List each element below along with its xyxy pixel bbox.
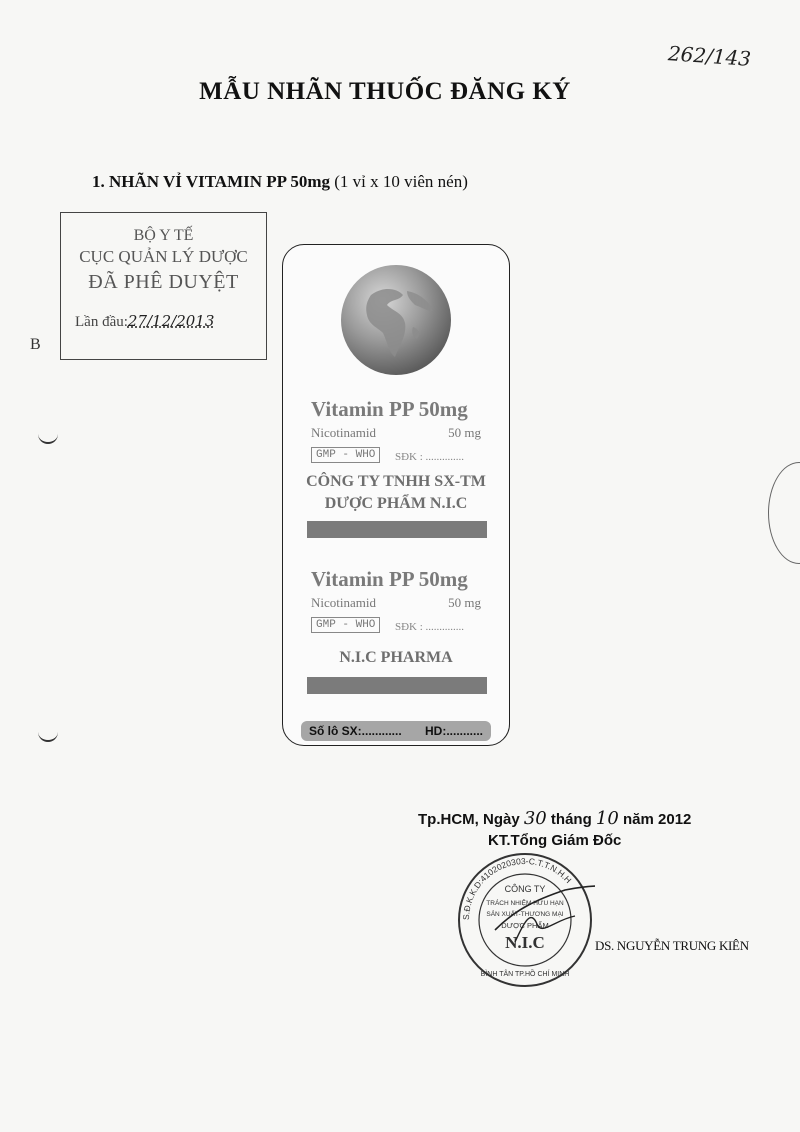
page-title: MẪU NHÃN THUỐC ĐĂNG KÝ [199, 78, 571, 105]
gmp-badge: GMP - WHO [311, 447, 380, 463]
product-name-repeat: Vitamin PP 50mg [311, 567, 468, 591]
signer-name: DS. NGUYỄN TRUNG KIÊN [595, 938, 749, 953]
ingredient-name: Nicotinamid [311, 425, 376, 440]
city-date-prefix: Tp.HCM, Ngày [418, 811, 520, 828]
section-heading-prefix: 1. NHÃN VỈ VITAMIN PP 50mg [92, 172, 331, 191]
seal-ring-text: S.Đ.K.K.D:4102020303-C.T.T.N.H.H [460, 855, 574, 921]
company-seal [455, 850, 595, 990]
ingredient-dose: 50 mg [448, 425, 481, 440]
seal-line: SẢN XUẤT-THƯƠNG MẠI [486, 911, 564, 918]
divider-bar [307, 521, 487, 538]
date-day: 30 [523, 808, 547, 829]
punch-hole-mark [38, 726, 58, 742]
seal-line: N.I.C [505, 933, 545, 952]
registration-number-repeat: SĐK : .............. [395, 621, 465, 633]
ingredient-row [311, 425, 481, 441]
stamp-ministry: BỘ Y TẾ [133, 227, 194, 244]
blister-label [282, 244, 510, 746]
seal-line: CÔNG TY [504, 884, 546, 894]
company-name [283, 471, 509, 515]
gmp-badge-repeat: GMP - WHO [311, 617, 380, 633]
stamp-first-label: Lần đầu: [75, 314, 128, 330]
product-name: Vitamin PP 50mg [311, 397, 468, 421]
approval-stamp [60, 212, 267, 360]
date-month: 10 [595, 808, 619, 829]
punch-hole-mark [38, 428, 58, 444]
seal-line: TRÁCH NHIỆM HỮU HẠN [486, 900, 564, 907]
registration-number: SĐK : .............. [395, 451, 465, 463]
section-heading [92, 172, 468, 192]
ingredient-row-repeat [311, 595, 481, 611]
divider-bar [307, 677, 487, 694]
ingredient-name: Nicotinamid [311, 595, 376, 610]
margin-mark: B [30, 336, 41, 353]
section-heading-suffix: (1 vỉ x 10 viên nén) [334, 172, 468, 191]
seal-bottom-text: BÌNH TÂN TP.HỒ CHÍ MINH [480, 971, 570, 978]
city-date-line [418, 808, 691, 829]
company-line-1: CÔNG TY TNHH SX-TM [306, 473, 486, 490]
signer-role: KT.Tổng Giám Đốc [488, 832, 622, 849]
company-line-2: DƯỢC PHẨM N.I.C [324, 495, 468, 512]
stamp-first-date-row [61, 312, 266, 331]
seal-line: DƯỢC PHẨM [501, 921, 549, 930]
globe-continents [341, 265, 451, 375]
handwritten-reference: 262/143 [667, 41, 752, 71]
month-word: tháng [550, 811, 592, 828]
lot-number-label: Số lô SX:............ [309, 724, 402, 738]
brand-name: N.I.C PHARMA [339, 649, 453, 666]
expiry-label: HD:........... [425, 724, 484, 738]
partial-seal-edge [768, 462, 800, 564]
globe-logo-icon [341, 265, 451, 375]
stamp-approved: ĐÃ PHÊ DUYỆT [88, 271, 239, 293]
stamp-department: CỤC QUẢN LÝ DƯỢC [79, 247, 248, 266]
date-year: năm 2012 [623, 811, 692, 828]
ingredient-dose: 50 mg [448, 595, 481, 610]
stamp-first-date: 27/12/2013 [127, 312, 215, 330]
seal-graphic [455, 850, 595, 990]
lot-expiry-bar [301, 721, 491, 741]
